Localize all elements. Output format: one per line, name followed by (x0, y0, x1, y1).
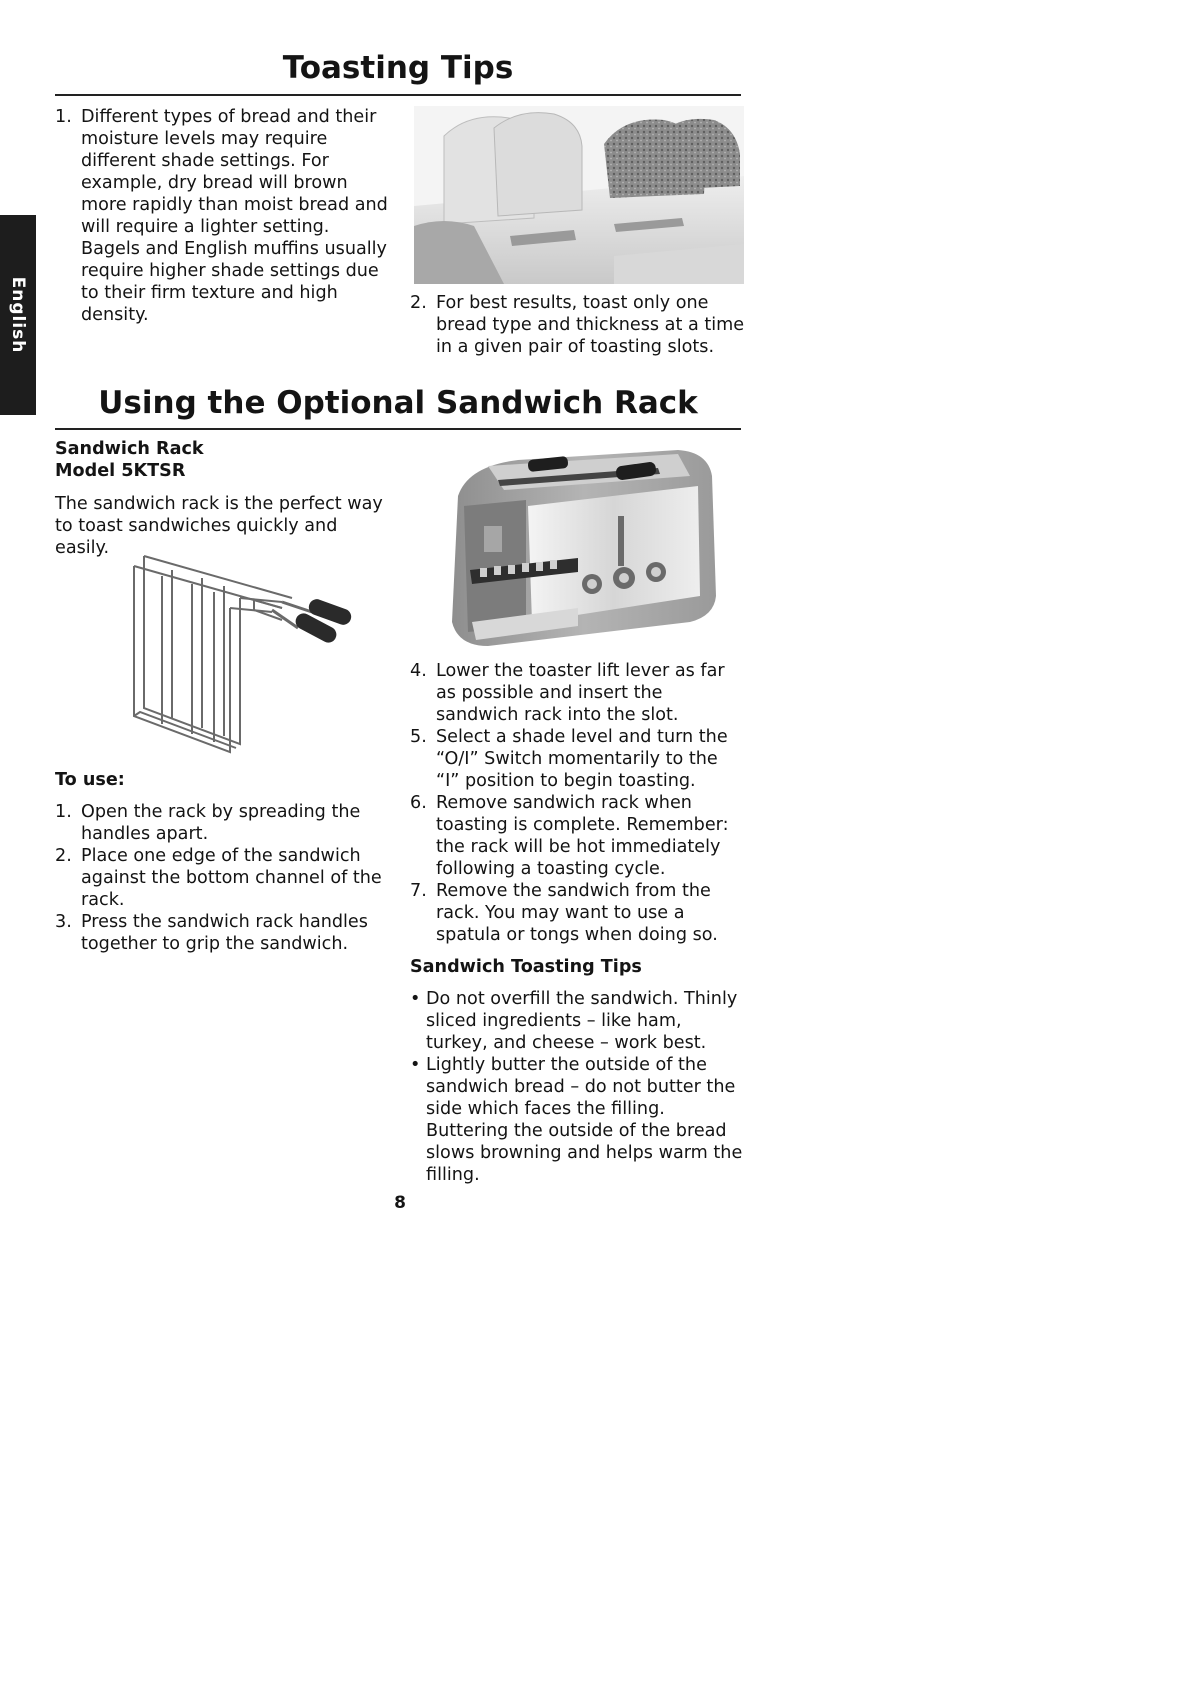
to-use-block (55, 769, 395, 955)
steps-left-list (55, 801, 395, 955)
list-item: 1. Different types of bread and their moisture levels may require different shade settings. For example, dry bread will brown more rapidly than moist bread and will require a lighter setting. Bagels and English muffins usually require higher shade settings due to their firm texture and high density. (55, 107, 388, 325)
title-rule-2 (55, 428, 741, 430)
list-item: 4. Lower the toaster lift lever as far as possible and insert the sandwich rack into the slot. (410, 661, 725, 725)
rack-intro: The sandwich rack is the perfect way to toast sandwiches quickly and easily. (55, 494, 383, 558)
toasting-tip-1 (55, 106, 390, 326)
language-tab-label: English (8, 276, 28, 354)
sandwich-tips-heading: Sandwich Toasting Tips (410, 957, 642, 977)
list-item: • Lightly butter the outside of the sandwich bread – do not butter the side which faces the filling. Buttering the outside of the bread slows browning and helps warm the filling. (410, 1055, 743, 1185)
sandwich-left-column (55, 438, 395, 559)
sandwich-rack-illustration (112, 548, 357, 764)
to-use-heading: To use: (55, 770, 125, 790)
rack-name: Sandwich Rack (55, 439, 204, 459)
list-item: 5. Select a shade level and turn the “O/I” Switch momentarily to the “I” position to begin toasting. (410, 727, 728, 791)
language-tab (0, 215, 36, 415)
title-rule-1 (55, 94, 741, 96)
toast-slices-photo (414, 106, 744, 284)
sandwich-right-column (410, 660, 745, 1186)
toaster-with-rack-photo (428, 446, 724, 656)
page-number: 8 (394, 1193, 406, 1213)
toasting-tips-title: Toasting Tips (282, 50, 514, 86)
list-item: 1. Open the rack by spreading the handles apart. (55, 802, 361, 844)
list-item: 6. Remove sandwich rack when toasting is complete. Remember: the rack will be hot immediately following a toasting cycle. (410, 793, 729, 879)
list-item: 3. Press the sandwich rack handles together to grip the sandwich. (55, 912, 368, 954)
list-item: 2. For best results, toast only one bread type and thickness at a time in a given pair of toasting slots. (410, 293, 745, 357)
list-item: 2. Place one edge of the sandwich against the bottom channel of the rack. (55, 846, 382, 910)
sandwich-tips-list (410, 988, 745, 1186)
list-item: • Do not overfill the sandwich. Thinly sliced ingredients – like ham, turkey, and cheese – work best. (410, 989, 738, 1053)
sandwich-section-title: Using the Optional Sandwich Rack (98, 385, 698, 421)
rack-model: Model 5KTSR (55, 461, 186, 481)
toasting-tip-2 (410, 292, 745, 358)
list-item: 7. Remove the sandwich from the rack. You may want to use a spatula or tongs when doing so. (410, 881, 718, 945)
steps-right-list (410, 660, 745, 946)
